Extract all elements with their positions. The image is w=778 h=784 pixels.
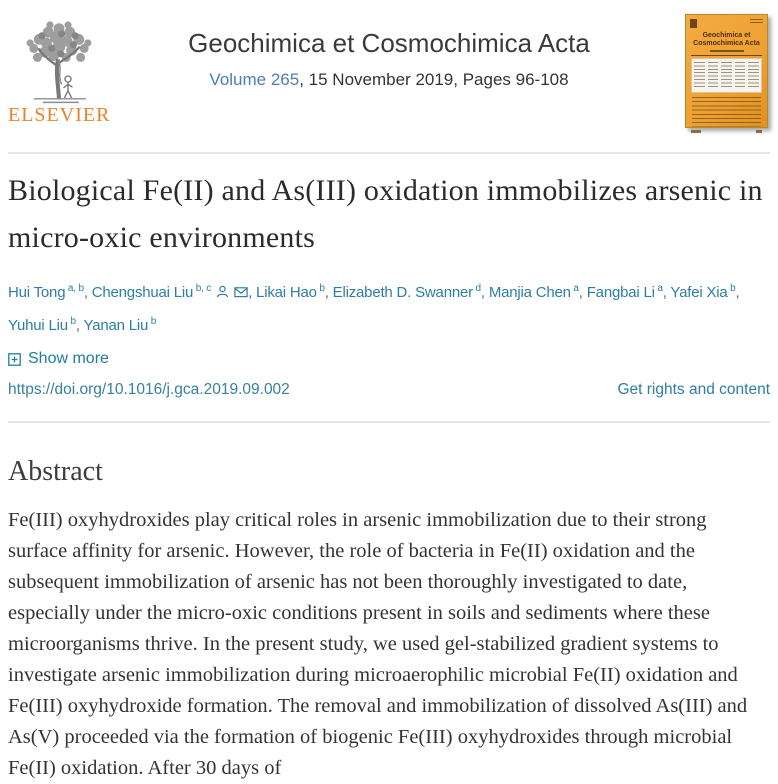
cover-publisher-mark [690, 19, 697, 28]
cover-subtitle-line [710, 50, 744, 52]
elsevier-wordmark: ELSEVIER [8, 104, 111, 126]
elsevier-logo[interactable] [8, 16, 110, 127]
show-more-label: Show more [28, 350, 109, 367]
plus-box-icon [8, 353, 21, 366]
abstract-heading: Abstract [8, 456, 103, 487]
journal-header [8, 0, 770, 152]
abstract-text: Fe(III) oxyhydroxides play critical roles in arsenic immobilization due to their strong surface affinity for arsenic. However, the role of bacteria in Fe(II) oxidation and the subsequent immobilization of arsenic has not been thoroughly investigated to date, especially under the micro-oxic conditions present in soils and sediments where these microorganisms thrive. In the present study, we used gel-stabilized gradient systems to investigate arsenic immobilization during microaerophilic microbial Fe(II) oxidation and Fe(III) oxyhydroxide formation. The removal and immobilization of dissolved As(III) and As(V) proceeded via the formation of biogenic Fe(III) oxyhydroxides through microbial Fe(II) oxidation. After 30 days of [8, 509, 748, 779]
cover-top-row [690, 19, 763, 29]
author-link[interactable]: Elizabeth D. Swanner $^d$ [332, 283, 481, 301]
author-link[interactable]: Hui Tong $^{a, b}$ [8, 283, 84, 301]
header-divider [8, 152, 770, 154]
author-separator: , [248, 284, 257, 301]
author-link[interactable]: Manjia Chen $^a$ [488, 283, 579, 301]
issue-info-text: , 15 November 2019, Pages 96-108 [299, 70, 569, 89]
volume-issue-line [8, 70, 770, 90]
cover-journal-title: Geochimica et Cosmochimica Acta [693, 32, 760, 47]
cover-toc-panel [691, 58, 762, 93]
cover-rule [691, 55, 762, 56]
cover-issue-text [750, 19, 763, 24]
article-title: Biological Fe(II) and As(III) oxidation immobilizes arsenic in micro-oxic environments [8, 174, 763, 254]
author-link[interactable]: Yanan Liu $^b$ [83, 316, 157, 334]
author-link[interactable]: Likai Hao $^b$ [256, 283, 325, 301]
author-separator: , [662, 284, 671, 301]
doi-row [8, 381, 770, 399]
journal-cover-thumbnail[interactable] [685, 14, 768, 128]
author-separator: , [480, 284, 489, 301]
section-divider [8, 421, 770, 423]
show-more-button[interactable] [8, 350, 109, 368]
cover-text-lines [692, 97, 761, 127]
author-separator: , [75, 317, 84, 334]
author-link[interactable]: Yuhui Liu $^b$ [8, 316, 76, 334]
volume-link[interactable]: Volume 265 [209, 70, 300, 89]
author-separator: , [735, 284, 740, 301]
author-link[interactable]: Yafei Xia $^b$ [670, 283, 736, 301]
journal-title-link[interactable]: Geochimica et Cosmochimica Acta [188, 28, 590, 58]
get-rights-link[interactable]: Get rights and content [617, 381, 770, 398]
author-link[interactable]: Fangbai Li $^a$ [586, 283, 663, 301]
person-icon[interactable] [216, 285, 229, 298]
author-separator: , [83, 284, 92, 301]
author-list [8, 274, 770, 340]
cover-footer [690, 130, 763, 133]
doi-link[interactable]: https://doi.org/10.1016/j.gca.2019.09.002 [8, 381, 290, 398]
author-link[interactable]: Chengshuai Liu $^{b, c}$ [92, 284, 248, 301]
author-separator: , [578, 284, 587, 301]
envelope-icon[interactable] [234, 286, 248, 298]
author-separator: , [324, 284, 333, 301]
elsevier-tree-icon [11, 16, 107, 106]
journal-title-block [8, 0, 770, 90]
